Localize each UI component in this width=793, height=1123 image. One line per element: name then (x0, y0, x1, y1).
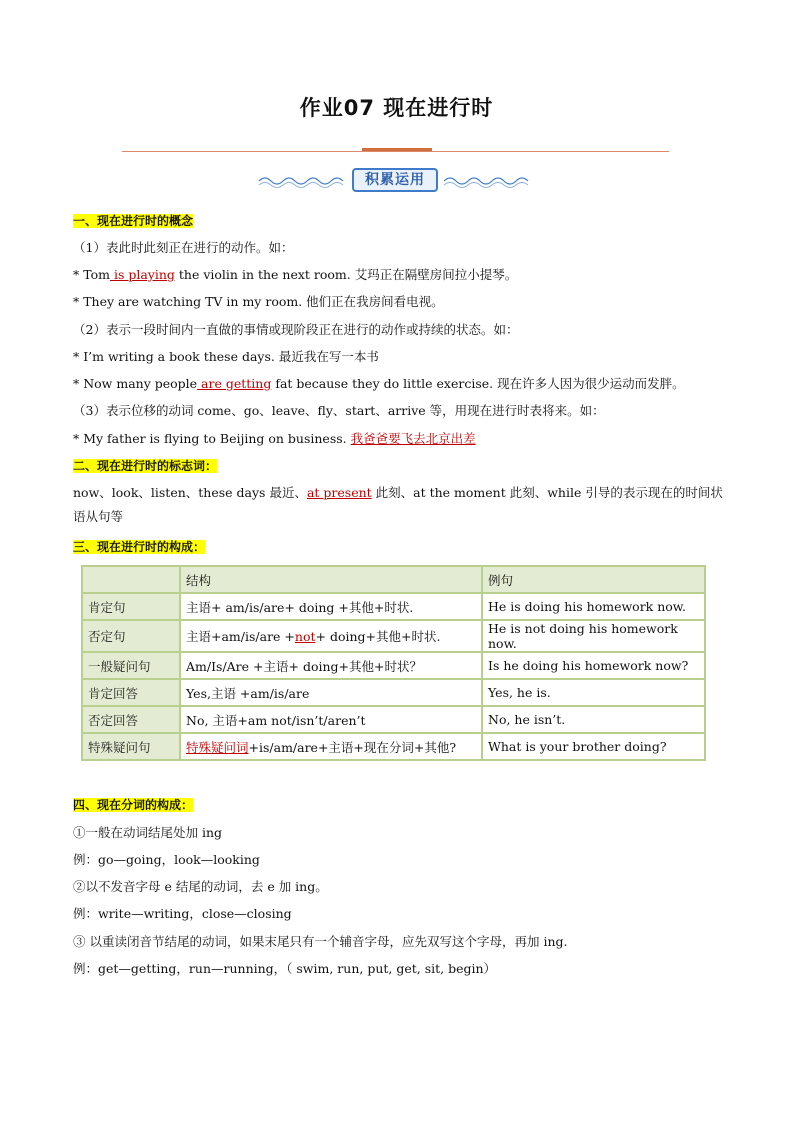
table-header-row (82, 566, 705, 593)
row-label: 特殊疑问句 (82, 733, 180, 760)
table-row (82, 679, 705, 706)
row-label: 否定句 (82, 620, 180, 652)
row-example: Yes, he is. (482, 679, 705, 706)
row-structure: 主语+am/is/are +not+ doing+其他+时状. (180, 620, 482, 652)
row-label: 否定回答 (82, 706, 180, 733)
row-label: 肯定句 (82, 593, 180, 620)
row-example: He is not doing his homework now. (482, 620, 705, 652)
table-header-cell: 例句 (482, 566, 705, 593)
table-row (82, 706, 705, 733)
s1-example-4: * Now many people are getting fat because they do little exercise. 现在许多人因为很少运动而发胖。 (73, 376, 685, 391)
s1-example-5: * My father is flying to Beijing on business. 我爸爸要飞去北京出差 (73, 431, 476, 446)
row-example: What is your brother doing? (482, 733, 705, 760)
s4-rule-1: ①一般在动词结尾处加 ing (73, 825, 223, 840)
s1-example-3: * I’m writing a book these days. 最近我在写一本书 (73, 349, 379, 364)
row-structure: Am/Is/Are +主语+ doing+其他+时状？ (180, 652, 482, 679)
title-divider (122, 151, 669, 152)
row-example: He is doing his homework now. (482, 593, 705, 620)
table-header-cell: 结构 (180, 566, 482, 593)
s4-example-3: 例：get—getting，run—running，（ swim, run, put, get, sit, begin） (73, 961, 497, 976)
s4-rule-3: ③ 以重读闭音节结尾的动词，如果末尾只有一个辅音字母，应先双写这个字母，再加 ing. (73, 934, 568, 949)
table-header-cell (82, 566, 180, 593)
s1-point-3: （3）表示位移的动词 come、go、leave、fly、start、arrive 等，用现在进行时表将来。如： (73, 403, 605, 418)
s1-example-1: * Tom is playing the violin in the next room. 艾玛正在隔壁房间拉小提琴。 (73, 267, 518, 282)
s4-rule-2: ②以不发音字母 e 结尾的动词，去 e 加 ing。 (73, 879, 328, 894)
s4-example-1: 例：go—going，look—looking (73, 852, 260, 867)
structure-table (81, 565, 706, 761)
s1-example-2: * They are watching TV in my room. 他们正在我房间看电视。 (73, 294, 444, 309)
banner-label: 积累运用 (352, 168, 438, 192)
table-row (82, 620, 705, 652)
s1-point-2: （2）表示一段时间内一直做的事情或现阶段正在进行的动作或持续的状态。如： (73, 322, 519, 337)
row-structure: Yes,主语 +am/is/are (180, 679, 482, 706)
row-structure: No, 主语+am not/isn’t/aren’t (180, 706, 482, 733)
s2-signal-words: now、look、listen、these days 最近、at present 此刻、at the moment 此刻、while 引导的表示现在的时间状语从句等 (73, 485, 723, 524)
section-2-heading: 二、现在进行时的标志词： (73, 459, 218, 473)
table-row (82, 652, 705, 679)
row-label: 肯定回答 (82, 679, 180, 706)
row-label: 一般疑问句 (82, 652, 180, 679)
s1-point-1: （1）表此时此刻正在进行的动作。如： (73, 240, 294, 255)
section-3-heading: 三、现在进行时的构成： (73, 540, 206, 554)
section-1-heading: 一、现在进行时的概念 (73, 214, 194, 228)
row-example: Is he doing his homework now? (482, 652, 705, 679)
title-divider-accent (362, 148, 432, 151)
table-row (82, 733, 705, 760)
row-structure: 特殊疑问词+is/am/are+主语+现在分词+其他? (180, 733, 482, 760)
s4-example-2: 例：write—writing，close—closing (73, 906, 292, 921)
table-row (82, 593, 705, 620)
section-4-heading: 四、现在分词的构成： (73, 798, 194, 812)
page-title: 作业07 现在进行时 (299, 96, 494, 120)
section-banner (255, 166, 538, 196)
row-structure: 主语+ am/is/are+ doing +其他+时状. (180, 593, 482, 620)
row-example: No, he isn’t. (482, 706, 705, 733)
